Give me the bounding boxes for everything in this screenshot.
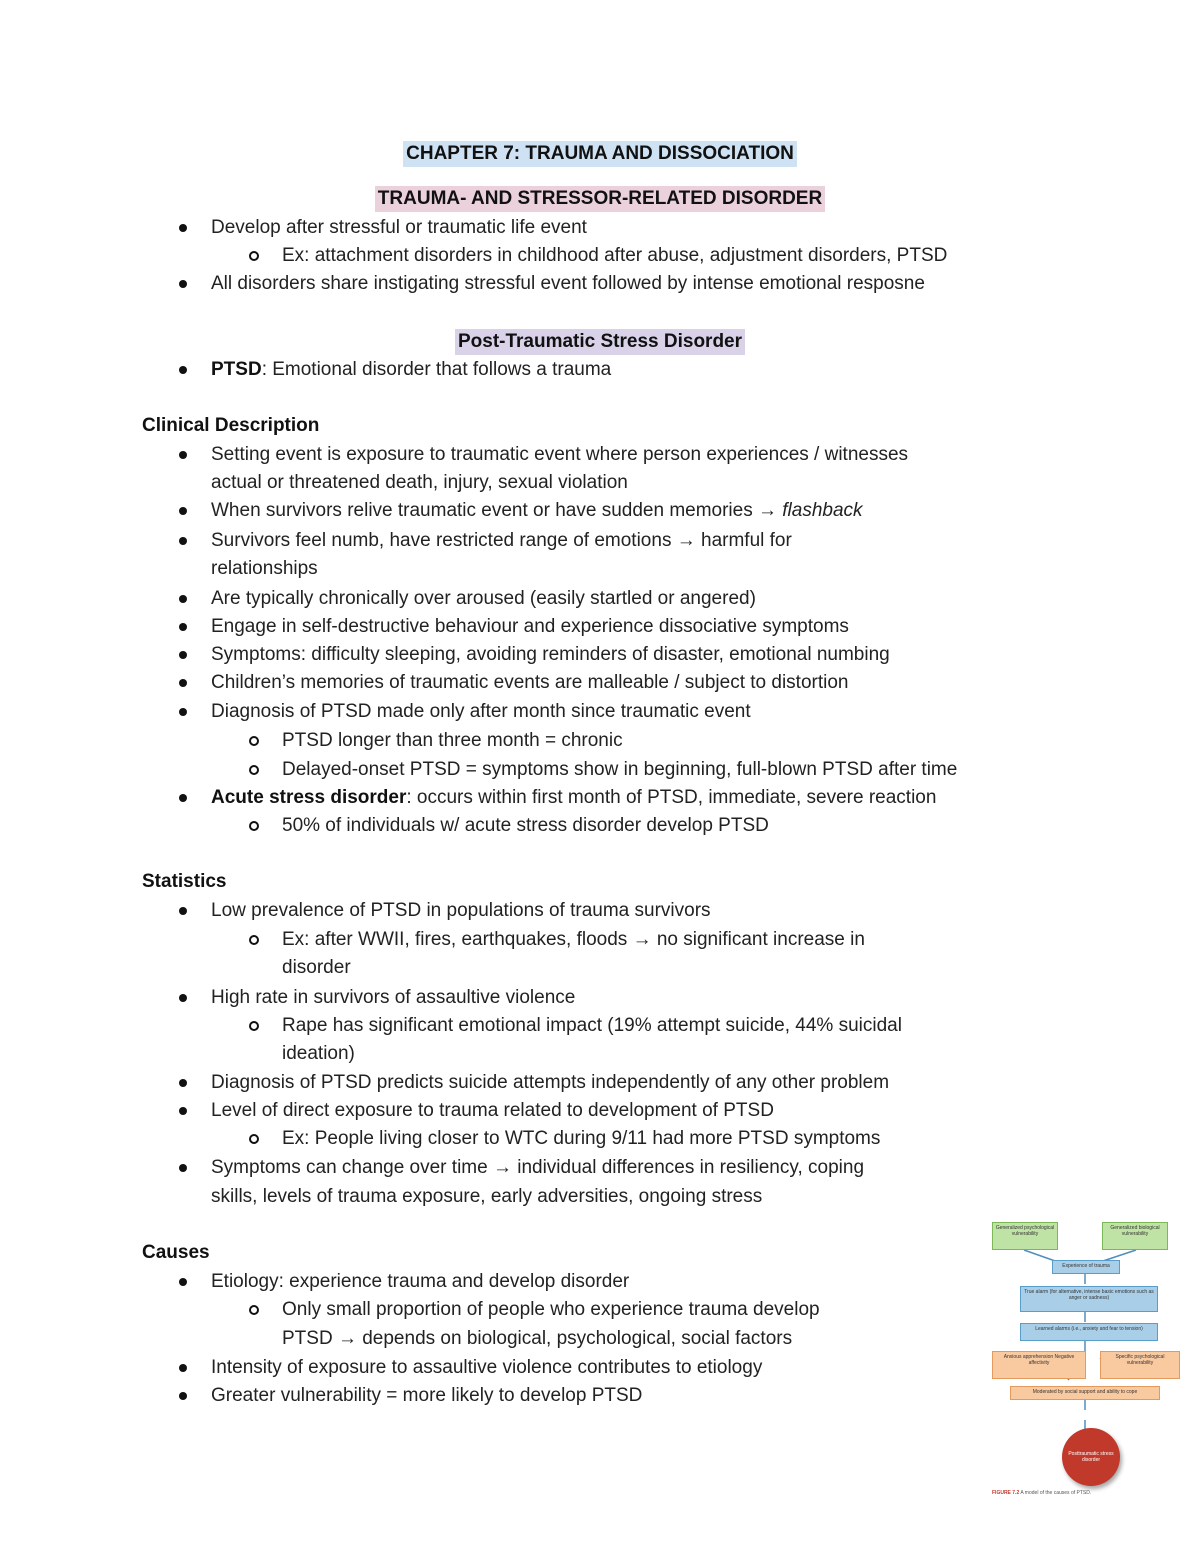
bullet-icon — [179, 537, 187, 545]
bullet-icon — [179, 451, 187, 459]
bullet-icon — [179, 1278, 187, 1286]
section-heading-causes: Causes — [142, 1242, 210, 1263]
list-item — [211, 497, 863, 525]
section-heading-statistics: Statistics — [142, 871, 227, 892]
figure-caption — [992, 1490, 1091, 1496]
bullet-icon — [179, 794, 187, 802]
flowchart-outcome-circle: Posttraumatic stress disorder — [1062, 1428, 1120, 1486]
list-item-text: Children’s memories of traumatic events are malleable / subject to distortion — [211, 672, 849, 693]
list-item — [211, 585, 756, 613]
list-item-text: 50% of individuals w/ acute stress disorder develop PTSD — [282, 815, 769, 836]
ptsd-heading-wrap — [0, 329, 1200, 355]
term: Acute stress disorder — [211, 787, 407, 808]
bullet-icon — [179, 708, 187, 716]
bullet-icon — [179, 1079, 187, 1087]
bullet-icon — [179, 1164, 187, 1172]
list-item-text: Ex: People living closer to WTC during 9/11 had more PTSD symptoms — [282, 1128, 881, 1149]
bullet-icon — [179, 1392, 187, 1400]
flowchart-box: Specific psychological vulnerability — [1100, 1351, 1180, 1379]
list-item — [211, 1382, 642, 1410]
list-item-text: Only small proportion of people who experience trauma develop — [282, 1299, 820, 1320]
list-item — [211, 613, 849, 641]
sub-bullet-icon — [249, 1134, 259, 1144]
emphasis-text: flashback — [782, 500, 863, 521]
list-item-text: Survivors feel numb, have restricted range of emotions → harmful for — [211, 530, 792, 551]
list-item — [211, 784, 936, 812]
list-item-text: Greater vulnerability = more likely to develop PTSD — [211, 1385, 643, 1406]
sub-bullet-icon — [249, 736, 259, 746]
list-item-text: Diagnosis of PTSD made only after month since traumatic event — [211, 701, 751, 722]
bullet-icon — [179, 623, 187, 631]
list-item — [211, 698, 751, 726]
list-item-continuation: disorder — [282, 957, 351, 978]
list-item — [211, 1069, 889, 1097]
list-item — [211, 1268, 629, 1296]
list-item-continuation: ideation) — [282, 1043, 355, 1064]
list-item — [282, 242, 947, 270]
list-item-continuation: PTSD → depends on biological, psychological, social factors — [282, 1328, 793, 1349]
list-item-text: Are typically chronically over aroused (easily startled or angered) — [211, 588, 756, 609]
flowchart-box: Generalized psychological vulnerability — [992, 1222, 1058, 1250]
list-item-text: All disorders share instigating stressful event followed by intense emotional resposne — [211, 273, 925, 294]
list-item — [211, 356, 611, 384]
definition-text: : occurs within first month of PTSD, immediate, severe reaction — [406, 787, 937, 808]
list-item-text: Low prevalence of PTSD in populations of trauma survivors — [211, 900, 711, 921]
list-item-text: Ex: attachment disorders in childhood after abuse, adjustment disorders, PTSD — [282, 245, 948, 266]
term: PTSD — [211, 359, 262, 380]
list-item — [211, 669, 849, 697]
figure-caption-text: A model of the causes of PTSD. — [1020, 1490, 1092, 1496]
bullet-icon — [179, 651, 187, 659]
list-item-text: PTSD longer than three month = chronic — [282, 730, 623, 751]
sub-bullet-icon — [249, 1021, 259, 1031]
list-item-text: Ex: after WWII, fires, earthquakes, floods → no significant increase in — [282, 929, 865, 950]
list-item — [211, 214, 587, 242]
list-item — [211, 1354, 762, 1382]
list-item-text: Engage in self-destructive behaviour and experience dissociative symptoms — [211, 616, 849, 637]
list-item-text: Symptoms: difficulty sleeping, avoiding reminders of disaster, emotional numbing — [211, 644, 890, 665]
list-item-text: Setting event is exposure to traumatic event where person experiences / witnesses — [211, 444, 909, 465]
sub-bullet-icon — [249, 1305, 259, 1315]
list-item-text: Develop after stressful or traumatic life event — [211, 217, 587, 238]
flowchart-box: Generalized biological vulnerability — [1102, 1222, 1168, 1250]
list-item-text: Level of direct exposure to trauma related to development of PTSD — [211, 1100, 774, 1121]
section-subtitle: TRAUMA- AND STRESSOR-RELATED DISORDER — [375, 186, 825, 212]
flowchart-box: Anxious apprehension Negative affectivity — [992, 1351, 1086, 1379]
list-item — [211, 441, 908, 469]
list-item-continuation: relationships — [211, 558, 318, 579]
bullet-icon — [179, 679, 187, 687]
bullet-icon — [179, 1364, 187, 1372]
list-item-continuation: skills, levels of trauma exposure, early adversities, ongoing stress — [211, 1186, 763, 1207]
list-item-text: Delayed-onset PTSD = symptoms show in beginning, full-blown PTSD after time — [282, 759, 958, 780]
list-item — [282, 756, 957, 784]
list-item — [282, 812, 769, 840]
list-item — [282, 727, 623, 755]
bullet-icon — [179, 224, 187, 232]
list-item-text: Etiology: experience trauma and develop disorder — [211, 1271, 630, 1292]
bullet-icon — [179, 907, 187, 915]
list-item — [211, 270, 925, 298]
sub-bullet-icon — [249, 821, 259, 831]
section-heading-clinical: Clinical Description — [142, 415, 320, 436]
bullet-icon — [179, 595, 187, 603]
bullet-icon — [179, 1107, 187, 1115]
ptsd-heading: Post-Traumatic Stress Disorder — [455, 329, 745, 355]
bullet-icon — [179, 280, 187, 288]
flowchart-box: Experience of trauma — [1052, 1260, 1120, 1274]
flowchart-box: Moderated by social support and ability to cope — [1010, 1386, 1160, 1400]
figure-number: FIGURE 7.2 — [992, 1490, 1020, 1496]
sub-bullet-icon — [249, 765, 259, 775]
list-item — [211, 641, 890, 669]
list-item-text: High rate in survivors of assaultive violence — [211, 987, 576, 1008]
ptsd-model-figure — [988, 1218, 1184, 1500]
flowchart-box: Learned alarms (i.e., anxiety and fear to tension) — [1020, 1323, 1158, 1341]
sub-bullet-icon — [249, 935, 259, 945]
flowchart-box: True alarm (for alternative, intense basic emotions such as anger or sadness) — [1020, 1286, 1158, 1312]
list-item-text: Diagnosis of PTSD predicts suicide attempts independently of any other problem — [211, 1072, 890, 1093]
bullet-icon — [179, 507, 187, 515]
list-item — [282, 1125, 880, 1153]
list-item-text: Symptoms can change over time → individual differences in resiliency, coping — [211, 1157, 865, 1178]
list-item — [211, 1097, 774, 1125]
chapter-title: CHAPTER 7: TRAUMA AND DISSOCIATION — [403, 141, 797, 167]
chapter-title-wrap — [0, 141, 1200, 167]
list-item-text: When survivors relive traumatic event or have sudden memories → — [211, 500, 783, 521]
list-item-text: Rape has significant emotional impact (19% attempt suicide, 44% suicidal — [282, 1015, 902, 1036]
list-item — [282, 1296, 820, 1324]
subtitle-wrap — [0, 186, 1200, 212]
list-item — [211, 897, 711, 925]
list-item — [282, 926, 865, 954]
list-item-text: Intensity of exposure to assaultive violence contributes to etiology — [211, 1357, 763, 1378]
definition-text: : Emotional disorder that follows a trauma — [261, 359, 612, 380]
bullet-icon — [179, 366, 187, 374]
list-item — [211, 1154, 864, 1182]
list-item-continuation: actual or threatened death, injury, sexual violation — [211, 472, 628, 493]
bullet-icon — [179, 994, 187, 1002]
sub-bullet-icon — [249, 251, 259, 261]
list-item — [282, 1012, 902, 1040]
list-item — [211, 527, 792, 555]
list-item — [211, 984, 575, 1012]
